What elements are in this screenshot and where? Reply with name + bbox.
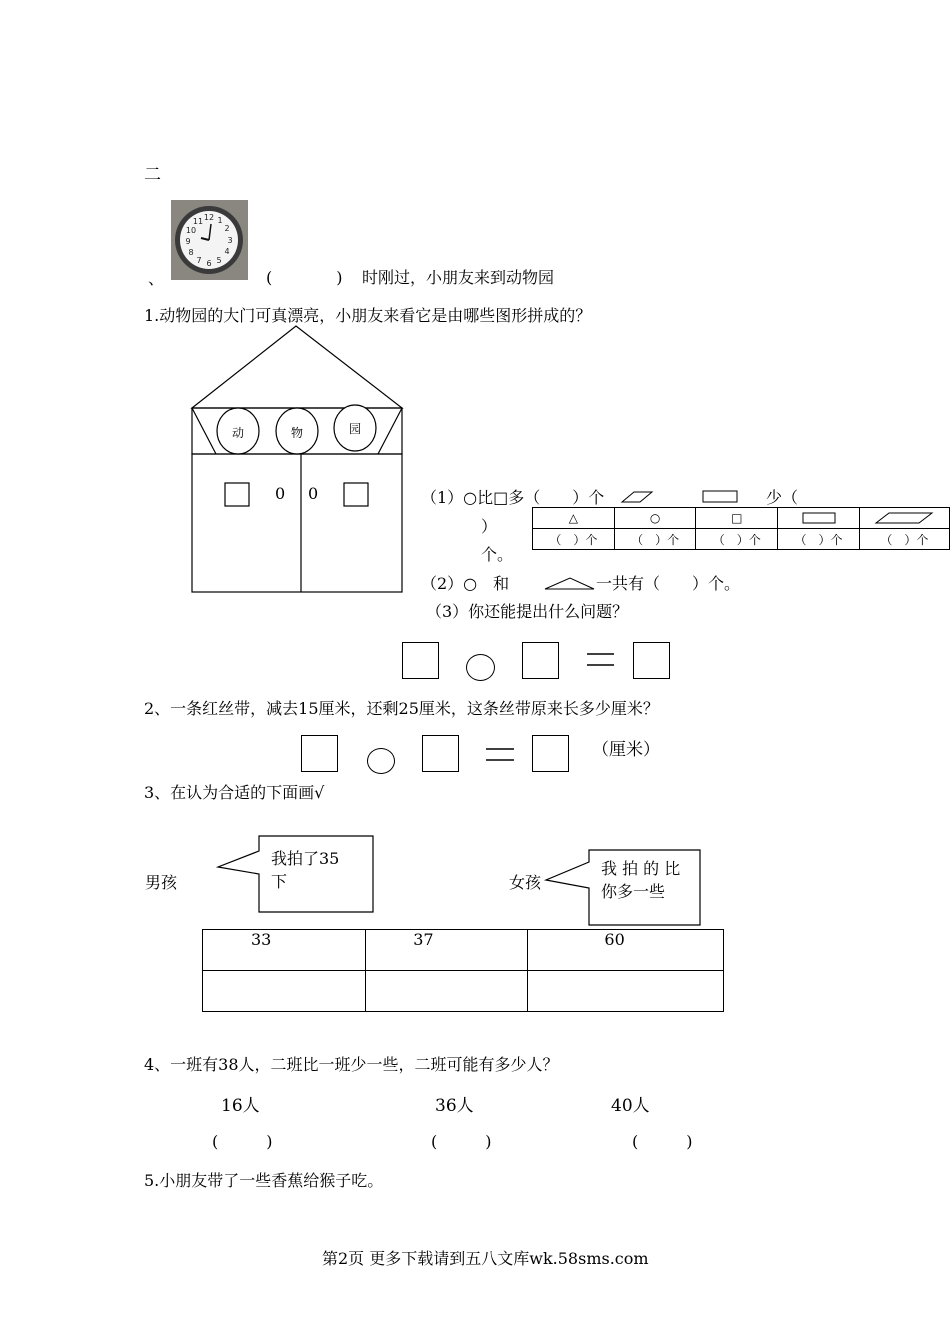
q4-blank[interactable]: ( ): [431, 1132, 492, 1151]
page-footer: 第2页 更多下载请到五八文库wk.58sms.com: [322, 1249, 649, 1268]
unit-label: （厘米）: [592, 740, 660, 760]
q1-sub1-less: 少（: [766, 488, 799, 507]
q1-sub1-close: ）: [481, 517, 498, 536]
svg-text:5: 5: [216, 256, 222, 265]
check-cell[interactable]: [203, 971, 366, 1012]
door-mark: 0: [308, 484, 319, 503]
section-mark: 二: [144, 165, 161, 185]
shape-cell-circle: ○: [614, 508, 696, 529]
q3-title: 3、在认为合适的下面画√: [144, 783, 325, 802]
svg-text:12: 12: [203, 213, 215, 222]
shape-cell-triangle: △: [533, 508, 615, 529]
count-blank[interactable]: （ ）个: [859, 529, 949, 550]
q4-option: 36人: [435, 1096, 474, 1116]
q4-option: 40人: [611, 1096, 650, 1116]
option-33: 33: [203, 930, 366, 971]
girl-speech-line: 你多一些: [601, 882, 666, 901]
q1-title: 1.动物园的大门可真漂亮，小朋友来看它是由哪些图形拼成的？: [144, 306, 592, 325]
check-cell[interactable]: [366, 971, 528, 1012]
option-37: 37: [366, 930, 528, 971]
svg-text:9: 9: [185, 237, 191, 246]
q1-sub2-total: 一共有（ ）个。: [596, 574, 741, 593]
q5-title: 5.小朋友带了一些香蕉给猴子吃。: [144, 1171, 384, 1190]
svg-text:8: 8: [188, 248, 194, 257]
q1-sub3-text: （3）你还能提出什么问题？: [426, 602, 629, 621]
svg-text:7: 7: [196, 256, 202, 265]
q4-option: 16人: [221, 1096, 260, 1116]
svg-text:1: 1: [217, 216, 223, 225]
count-blank[interactable]: （ ）个: [614, 529, 696, 550]
gate-label: 动: [232, 426, 245, 440]
time-blank[interactable]: ( ): [266, 268, 343, 287]
q2-title: 2、一条红丝带，减去15厘米，还剩25厘米，这条丝带原来长多少厘米？: [144, 699, 659, 718]
svg-text:4: 4: [224, 247, 230, 256]
clock-prefix: 、: [148, 269, 165, 288]
svg-text:6: 6: [206, 259, 212, 268]
girl-speech-line: 我 拍 的 比: [601, 859, 681, 878]
q4-blank[interactable]: ( ): [632, 1132, 693, 1151]
q1-sub2-text: （2）○ 和: [421, 574, 510, 593]
count-blank[interactable]: （ ）个: [533, 529, 615, 550]
boy-label: 男孩: [145, 873, 178, 892]
svg-text:3: 3: [227, 236, 233, 245]
svg-text:2: 2: [224, 224, 230, 233]
option-60: 60: [528, 930, 724, 971]
shape-cell-square: □: [696, 508, 778, 529]
count-blank[interactable]: （ ）个: [696, 529, 778, 550]
girl-label: 女孩: [509, 873, 542, 892]
gate-label: 物: [291, 426, 304, 440]
count-blank[interactable]: （ ）个: [778, 529, 860, 550]
boy-speech-line: 下: [271, 872, 288, 891]
answer-table: [202, 929, 724, 1012]
boy-speech-line: 我拍了35: [271, 849, 340, 868]
q4-blank[interactable]: ( ): [212, 1132, 273, 1151]
clock-sentence: 时刚过，小朋友来到动物园: [362, 268, 555, 287]
q4-title: 4、一班有38人，二班比一班少一些，二班可能有多少人？: [144, 1055, 559, 1074]
svg-text:10: 10: [185, 226, 197, 235]
door-mark: 0: [275, 484, 286, 503]
q1-sub1-unit: 个。: [481, 545, 514, 564]
gate-label: 园: [349, 422, 362, 436]
q1-sub1-text: （1）○比□多（ ）个: [421, 488, 605, 507]
check-cell[interactable]: [528, 971, 724, 1012]
svg-text:11: 11: [192, 217, 204, 226]
